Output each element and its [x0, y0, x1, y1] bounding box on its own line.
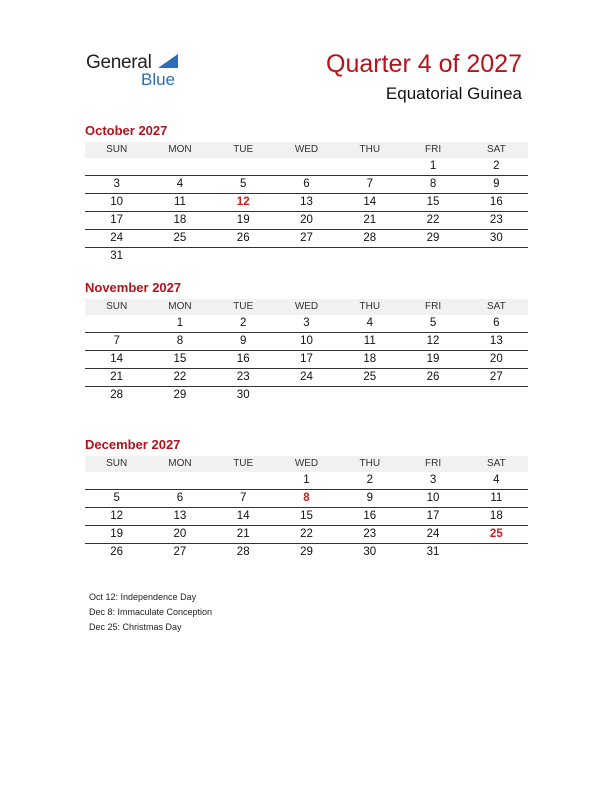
holiday-note: Dec 25: Christmas Day — [89, 622, 182, 632]
day-cell: 10 — [110, 196, 124, 208]
empty-day-cell — [465, 248, 528, 265]
day-cell: 17 — [300, 353, 313, 365]
weekday-label: WED — [294, 144, 319, 155]
logo-general-text: General — [86, 52, 152, 73]
week-row — [85, 333, 528, 351]
holiday-note: Oct 12: Independence Day — [89, 592, 197, 602]
logo — [86, 50, 196, 90]
day-cell: 27 — [173, 546, 187, 558]
empty-day-cell — [85, 158, 148, 175]
month-november — [85, 280, 528, 404]
empty-day-cell — [148, 472, 211, 489]
empty-day-cell — [275, 248, 338, 265]
day-cell: 15 — [173, 353, 187, 365]
day-cell: 30 — [489, 232, 503, 244]
day-cell: 21 — [110, 371, 124, 383]
empty-day-cell — [338, 387, 401, 404]
week-row — [85, 194, 528, 212]
day-cell: 24 — [110, 232, 124, 244]
empty-day-cell — [212, 248, 275, 265]
day-cell: 25 — [489, 528, 503, 540]
day-cell: 5 — [240, 178, 247, 190]
day-cell: 26 — [236, 232, 250, 244]
week-row — [85, 315, 528, 333]
day-cell: 21 — [236, 528, 250, 540]
day-cell: 8 — [303, 492, 310, 504]
week-row — [85, 526, 528, 544]
weekday-label: SAT — [486, 458, 506, 469]
day-cell: 19 — [110, 528, 124, 540]
day-cell: 20 — [489, 353, 503, 365]
calendar-grid — [85, 456, 528, 561]
day-cell: 17 — [426, 510, 440, 522]
week-row — [85, 248, 528, 265]
day-cell: 22 — [300, 528, 313, 540]
week-row — [85, 176, 528, 194]
day-cell: 10 — [300, 335, 313, 347]
day-cell: 31 — [426, 546, 440, 558]
day-cell: 18 — [173, 214, 187, 226]
empty-day-cell — [338, 248, 401, 265]
day-cell: 22 — [426, 214, 440, 226]
day-cell: 7 — [240, 492, 247, 504]
week-row — [85, 351, 528, 369]
weekday-header-row — [85, 456, 528, 472]
day-cell: 24 — [426, 528, 440, 540]
day-cell: 5 — [429, 317, 437, 329]
day-cell: 4 — [493, 474, 500, 486]
logo-triangle-icon — [158, 54, 178, 68]
month-december — [85, 437, 528, 561]
week-row — [85, 369, 528, 387]
weekday-label: SUN — [106, 458, 128, 469]
calendar-grid — [85, 299, 528, 404]
day-cell: 5 — [113, 492, 120, 504]
day-cell: 12 — [236, 196, 250, 208]
weekday-header-row — [85, 299, 528, 315]
weekday-label: TUE — [233, 301, 254, 312]
day-cell: 25 — [173, 232, 187, 244]
week-row — [85, 387, 528, 404]
day-cell: 19 — [236, 214, 250, 226]
day-cell: 28 — [110, 389, 124, 401]
day-cell: 1 — [303, 474, 310, 486]
day-cell: 23 — [363, 528, 377, 540]
weekday-label: THU — [359, 301, 381, 312]
day-cell: 16 — [489, 196, 503, 208]
day-cell: 26 — [426, 371, 440, 383]
day-cell: 7 — [113, 335, 120, 347]
weekday-label: SUN — [106, 144, 128, 155]
day-cell: 6 — [303, 178, 310, 190]
week-row — [85, 212, 528, 230]
month-october — [85, 123, 528, 265]
week-row — [85, 230, 528, 248]
day-cell: 14 — [236, 510, 250, 522]
day-cell: 30 — [363, 546, 377, 558]
weekday-label: MON — [168, 144, 192, 155]
day-cell: 23 — [489, 214, 503, 226]
day-cell: 3 — [303, 317, 310, 329]
weekday-header-row — [85, 142, 528, 158]
day-cell: 2 — [493, 160, 500, 172]
logo-blue-text: Blue — [141, 70, 176, 89]
day-cell: 22 — [173, 371, 187, 383]
day-cell: 11 — [490, 492, 503, 504]
weekday-label: TUE — [233, 458, 254, 469]
day-cell: 1 — [429, 160, 437, 172]
day-cell: 18 — [489, 510, 503, 522]
day-cell: 9 — [240, 335, 247, 347]
day-cell: 14 — [110, 353, 124, 365]
day-cell: 4 — [176, 178, 184, 190]
day-cell: 7 — [366, 178, 373, 190]
day-cell: 16 — [236, 353, 250, 365]
day-cell: 26 — [110, 546, 124, 558]
month-title: October 2027 — [85, 123, 168, 138]
day-cell: 9 — [493, 178, 500, 190]
day-cell: 13 — [173, 510, 187, 522]
day-cell: 20 — [300, 214, 313, 226]
empty-day-cell — [465, 387, 528, 404]
day-cell: 21 — [363, 214, 377, 226]
day-cell: 13 — [300, 196, 313, 208]
empty-day-cell — [465, 544, 528, 561]
day-cell: 27 — [489, 371, 503, 383]
day-cell: 19 — [426, 353, 440, 365]
day-cell: 3 — [113, 178, 120, 190]
day-cell: 6 — [176, 492, 184, 504]
week-row — [85, 158, 528, 176]
day-cell: 25 — [363, 371, 377, 383]
month-title: December 2027 — [85, 437, 181, 452]
day-cell: 15 — [300, 510, 313, 522]
empty-day-cell — [212, 472, 275, 489]
weekday-label: MON — [168, 458, 192, 469]
day-cell: 12 — [426, 335, 440, 347]
day-cell: 24 — [300, 371, 313, 383]
weekday-label: FRI — [424, 458, 442, 469]
empty-day-cell — [85, 472, 148, 489]
day-cell: 31 — [110, 250, 124, 262]
day-cell: 8 — [176, 335, 184, 347]
day-cell: 10 — [426, 492, 440, 504]
day-cell: 15 — [426, 196, 440, 208]
day-cell: 3 — [429, 474, 437, 486]
day-cell: 20 — [173, 528, 187, 540]
weekday-label: THU — [359, 458, 381, 469]
day-cell: 13 — [489, 335, 503, 347]
day-cell: 12 — [110, 510, 124, 522]
weekday-label: MON — [168, 301, 192, 312]
weekday-label: SUN — [106, 301, 128, 312]
day-cell: 29 — [300, 546, 313, 558]
weekday-label: FRI — [424, 301, 442, 312]
empty-day-cell — [148, 158, 211, 175]
day-cell: 30 — [236, 389, 250, 401]
empty-day-cell — [148, 248, 211, 265]
empty-day-cell — [85, 315, 148, 332]
empty-day-cell — [401, 387, 464, 404]
holiday-notes — [89, 590, 212, 635]
calendar-grid — [85, 142, 528, 265]
weekday-label: FRI — [424, 144, 442, 155]
weekday-label: SAT — [486, 144, 506, 155]
month-title: November 2027 — [85, 280, 182, 295]
weekday-label: TUE — [233, 144, 254, 155]
day-cell: 8 — [429, 178, 437, 190]
week-row — [85, 490, 528, 508]
week-row — [85, 472, 528, 490]
day-cell: 2 — [366, 474, 373, 486]
holiday-note: Dec 8: Immaculate Conception — [89, 607, 213, 617]
day-cell: 23 — [236, 371, 250, 383]
day-cell: 18 — [363, 353, 377, 365]
day-cell: 16 — [363, 510, 377, 522]
day-cell: 29 — [173, 389, 187, 401]
empty-day-cell — [212, 158, 275, 175]
weekday-label: SAT — [486, 301, 506, 312]
day-cell: 11 — [363, 335, 376, 347]
weekday-label: WED — [294, 458, 319, 469]
day-cell: 27 — [300, 232, 313, 244]
day-cell: 17 — [110, 214, 124, 226]
day-cell: 2 — [240, 317, 247, 329]
empty-day-cell — [338, 158, 401, 175]
day-cell: 4 — [366, 317, 373, 329]
day-cell: 6 — [493, 317, 500, 329]
empty-day-cell — [275, 387, 338, 404]
week-row — [85, 544, 528, 561]
country-name: Equatorial Guinea — [385, 84, 522, 103]
day-cell: 14 — [363, 196, 377, 208]
day-cell: 1 — [176, 317, 184, 329]
day-cell: 29 — [426, 232, 440, 244]
week-row — [85, 508, 528, 526]
empty-day-cell — [275, 158, 338, 175]
weekday-label: THU — [359, 144, 381, 155]
weekday-label: WED — [294, 301, 319, 312]
page-title: Quarter 4 of 2027 — [326, 50, 522, 78]
day-cell: 28 — [363, 232, 377, 244]
day-cell: 28 — [236, 546, 250, 558]
day-cell: 9 — [366, 492, 373, 504]
empty-day-cell — [401, 248, 464, 265]
day-cell: 11 — [173, 196, 186, 208]
